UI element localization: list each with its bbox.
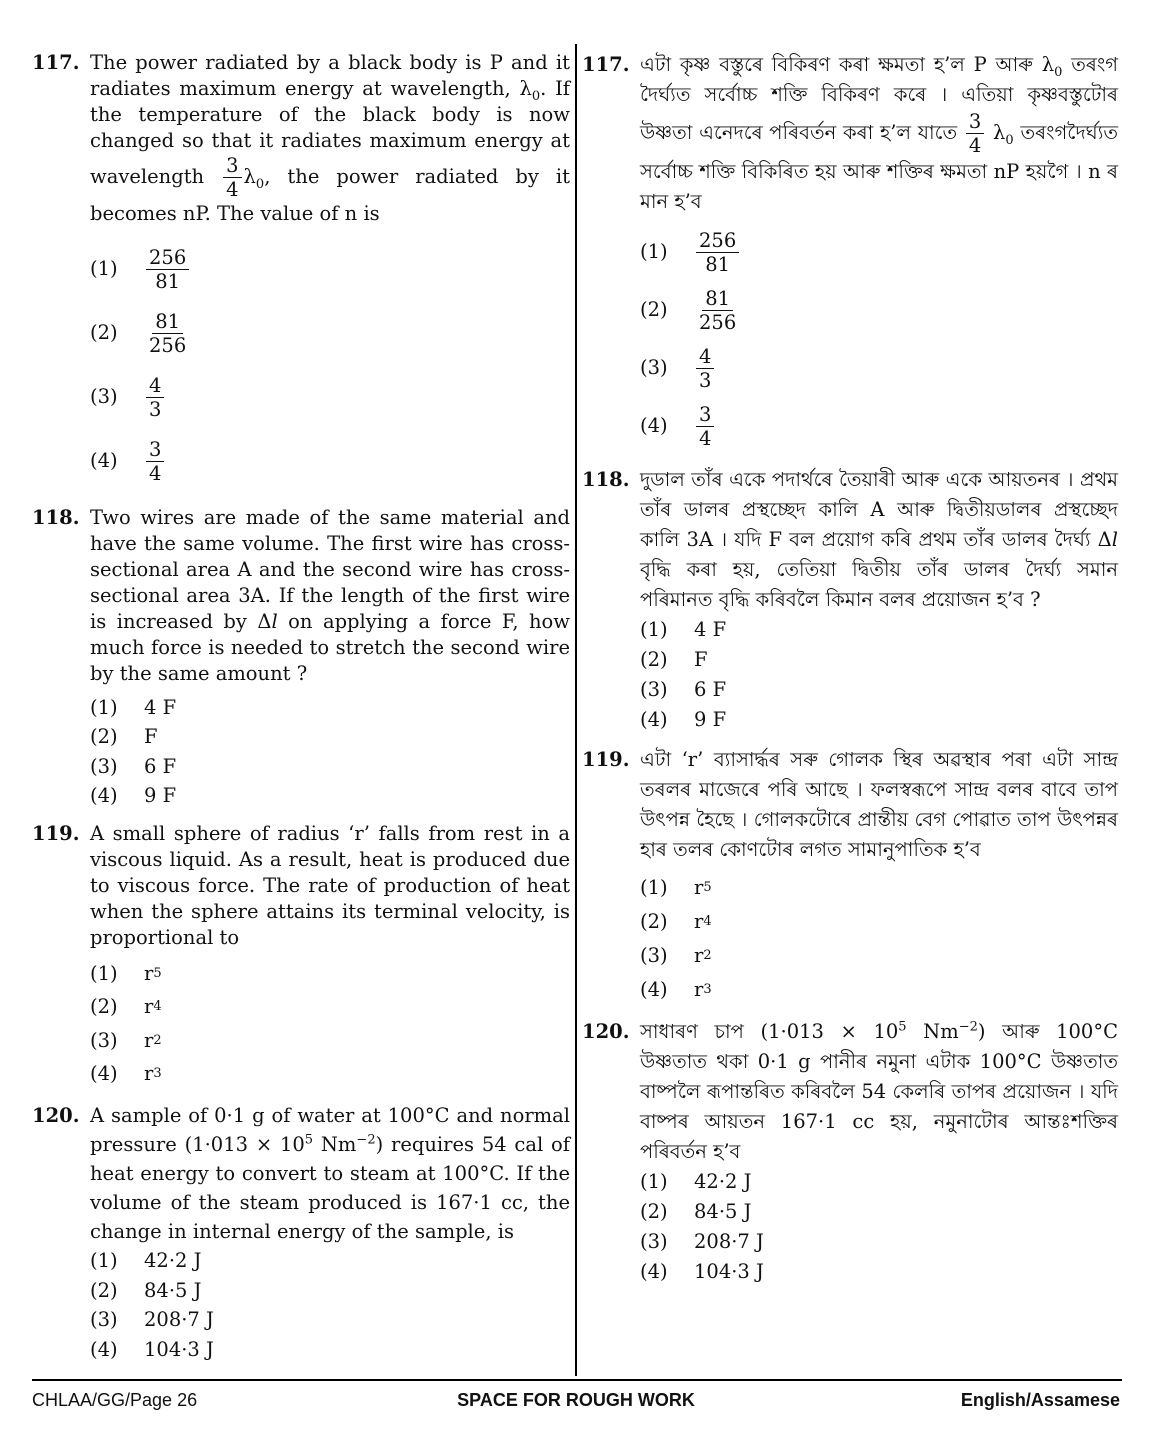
rough-work-label: SPACE FOR ROUGH WORK	[457, 1390, 695, 1410]
option-4[interactable]: (4) 104·3 J	[90, 1337, 214, 1361]
question-118-as	[582, 465, 1118, 735]
assamese-column	[582, 50, 1118, 1297]
option-2[interactable]: (2) F	[90, 725, 158, 749]
option-3[interactable]: (3) 6 F	[640, 678, 727, 701]
option-1[interactable]: (1) $\frac{256}{81}$	[90, 237, 570, 301]
option-4[interactable]: (4) 104·3 J	[640, 1260, 764, 1283]
fraction: $\frac{3}{4}$	[223, 154, 241, 201]
option-1[interactable]: (1) r 5	[640, 876, 712, 899]
question-number: 117.	[582, 53, 630, 76]
question-number: 119.	[32, 822, 80, 845]
option-4[interactable]: (4) 9 F	[90, 784, 177, 808]
column-divider	[575, 44, 577, 1376]
question-number: 118.	[582, 468, 630, 491]
question-number: 120.	[32, 1104, 80, 1127]
option-2[interactable]: (2) $\frac{81}{256}$	[90, 309, 187, 357]
option-2[interactable]: (2) 84·5 J	[640, 1200, 752, 1223]
question-text: দুডাল তাঁৰ একে পদাৰ্থৰে তৈয়াৰী আৰু একে আয়তনৰ । প্ৰথম তাঁৰ ডালৰ প্ৰস্থচ্ছেদ কালি A আৰু দ্বিতীয়ডালৰ প্ৰস্থচ্ছেদ কালি 3A । যদি F বল প্ৰয়োগ কৰি প্ৰথম তাঁৰ ডালৰ দৈৰ্ঘ্য Δl বৃদ্ধি কৰা হয়, তেতিয়া দ্বিতীয় তাঁৰ ডালৰ দৈৰ্ঘ্য সমান পৰিমানত বৃদ্ধি কৰিবলৈ কিমান বলৰ প্ৰয়োজন হ’ব ?	[640, 468, 1118, 611]
options	[90, 693, 570, 811]
option-3[interactable]: (3) 6 F	[90, 754, 177, 778]
options	[640, 223, 1118, 455]
question-text: এটা কৃষ্ণ বস্তুৰে বিকিৰণ কৰা ক্ষমতা হ’ল P আৰু $\lambda_0$ তৰংগ দৈৰ্ঘ্যত সৰ্বোচ্চ শক্তি বিকিৰণ কৰে । এতিয়া কৃষ্ণবস্তুটোৰ উষ্ণতা এনেদৰে পৰিবৰ্তন কৰা হ’ল যাতে $\frac{3}{4}$ $\lambda_0$ তৰংগদৈৰ্ঘ্যত সৰ্বোচ্চ শক্তি বিকিৰিত হয় আৰু শক্তিৰ ক্ষমতা nP হয়গৈ । n ৰ মান হ’ব	[640, 53, 1119, 213]
question-119-en	[32, 821, 570, 1091]
question-number: 117.	[32, 51, 80, 74]
option-1[interactable]: (1) 42·2 J	[90, 1249, 202, 1273]
question-120-en	[32, 1101, 570, 1364]
option-2[interactable]: (2) r 4	[90, 995, 162, 1019]
page-code: CHLAA/GG/Page 26	[32, 1390, 198, 1410]
question-text: Two wires are made of the same material and have the same volume. The first wire has cross-sectional area A and the second wire has cross-sectional area 3A. If the length of the first wire is increased by Δl on applying a force F, how much force is needed to stretch the second wire by the same amount ?	[90, 506, 570, 685]
options	[640, 615, 1118, 735]
option-3[interactable]: (3) 208·7 J	[90, 1308, 214, 1332]
option-4[interactable]: (4) r 3	[90, 1062, 162, 1086]
option-3[interactable]: (3) r 2	[90, 1028, 162, 1052]
question-text: এটা ‘r’ ব্যাসাৰ্দ্ধৰ সৰু গোলক স্থিৰ অৱস্থাৰ পৰা এটা সান্দ্ৰ তৰলৰ মাজেৰে পৰি আছে । ফলস্বৰূপে সান্দ্ৰ বলৰ বাবে তাপ উৎপন্ন হৈছে । গোলকটোৰে প্ৰান্তীয় বেগ পোৱাত তাপ উৎপন্নৰ হাৰ তলৰ কোণটোৰ লগত সামানুপাতিক হ’ব	[640, 748, 1118, 861]
option-2[interactable]: (2) F	[640, 648, 708, 671]
option-1[interactable]: (1) $\frac{256}{81}$	[640, 223, 1118, 281]
option-4[interactable]: (4) $\frac{3}{4}$	[640, 397, 1118, 455]
language-label: English/Assamese	[960, 1390, 1120, 1410]
footer-rule	[32, 1379, 1122, 1381]
question-text: The power radiated by a black body is P and it radiates maximum energy at wavelength, $\lambda_0$. If the temperature of the black body is now changed so that it radiates maximum energy at wavelength $\frac{3}{4}$ $\lambda_0$, the power radiated by it becomes nP. The value of n is	[90, 51, 571, 225]
question-number: 120.	[582, 1020, 630, 1043]
options	[640, 1167, 1118, 1287]
question-118-en	[32, 505, 570, 811]
option-3[interactable]: (3) 208·7 J	[640, 1230, 764, 1253]
option-3[interactable]: (3) r 2	[640, 944, 712, 967]
question-text: সাধাৰণ চাপ ($1\cdot 013 \times 10^5$ $Nm^{-2}$) আৰু 100°C উষ্ণতাত থকা 0·1 g পানীৰ নমুনা এটাক 100°C উষ্ণতাত বাষ্পলৈ ৰূপান্তৰিত কৰিবলৈ 54 কেলৰি তাপৰ প্ৰয়োজন । যদি বাষ্পৰ আয়তন 167·1 cc হয়, নমুনাটোৰ আন্তঃশক্তিৰ পৰিবৰ্তন হ’ব	[640, 1019, 1118, 1163]
option-1[interactable]: (1) 42·2 J	[640, 1170, 752, 1193]
options	[90, 957, 570, 1091]
options	[640, 871, 1118, 1007]
question-119-as	[582, 745, 1118, 1007]
option-4[interactable]: (4) r 3	[640, 978, 712, 1001]
question-117-en	[32, 50, 570, 493]
question-text: A small sphere of radius ‘r’ falls from rest in a viscous liquid. As a result, heat is produced due to viscous force. The rate of production of heat when the sphere attains its terminal velocity, is proportional to	[90, 822, 570, 949]
options	[90, 237, 570, 493]
english-column	[32, 50, 570, 1374]
question-text: A sample of 0·1 g of water at 100°C and normal pressure ($1\cdot 013 \times 10^5$ $Nm^{-2}$) requires 54 cal of heat energy to convert to steam at 100°C. If the volume of the steam produced is 167·1 cc, the change in internal energy of the sample, is	[90, 1104, 570, 1243]
options	[90, 1246, 570, 1364]
option-2[interactable]: (2) r 4	[640, 910, 712, 933]
option-2[interactable]: (2) 84·5 J	[90, 1278, 202, 1302]
option-2[interactable]: (2) $\frac{81}{256}$	[640, 286, 737, 334]
option-1[interactable]: (1) 4 F	[640, 618, 727, 641]
option-1[interactable]: (1) r 5	[90, 961, 162, 985]
fraction: $\frac{3}{4}$	[966, 110, 984, 157]
option-4[interactable]: (4) 9 F	[640, 708, 727, 731]
question-120-as	[582, 1017, 1118, 1287]
option-3[interactable]: (3) $\frac{4}{3}$	[640, 339, 1118, 397]
option-1[interactable]: (1) 4 F	[90, 695, 177, 719]
question-number: 119.	[582, 748, 630, 771]
option-4[interactable]: (4) $\frac{3}{4}$	[90, 429, 570, 493]
question-number: 118.	[32, 506, 80, 529]
option-3[interactable]: (3) $\frac{4}{3}$	[90, 365, 570, 429]
question-117-as	[582, 50, 1118, 455]
